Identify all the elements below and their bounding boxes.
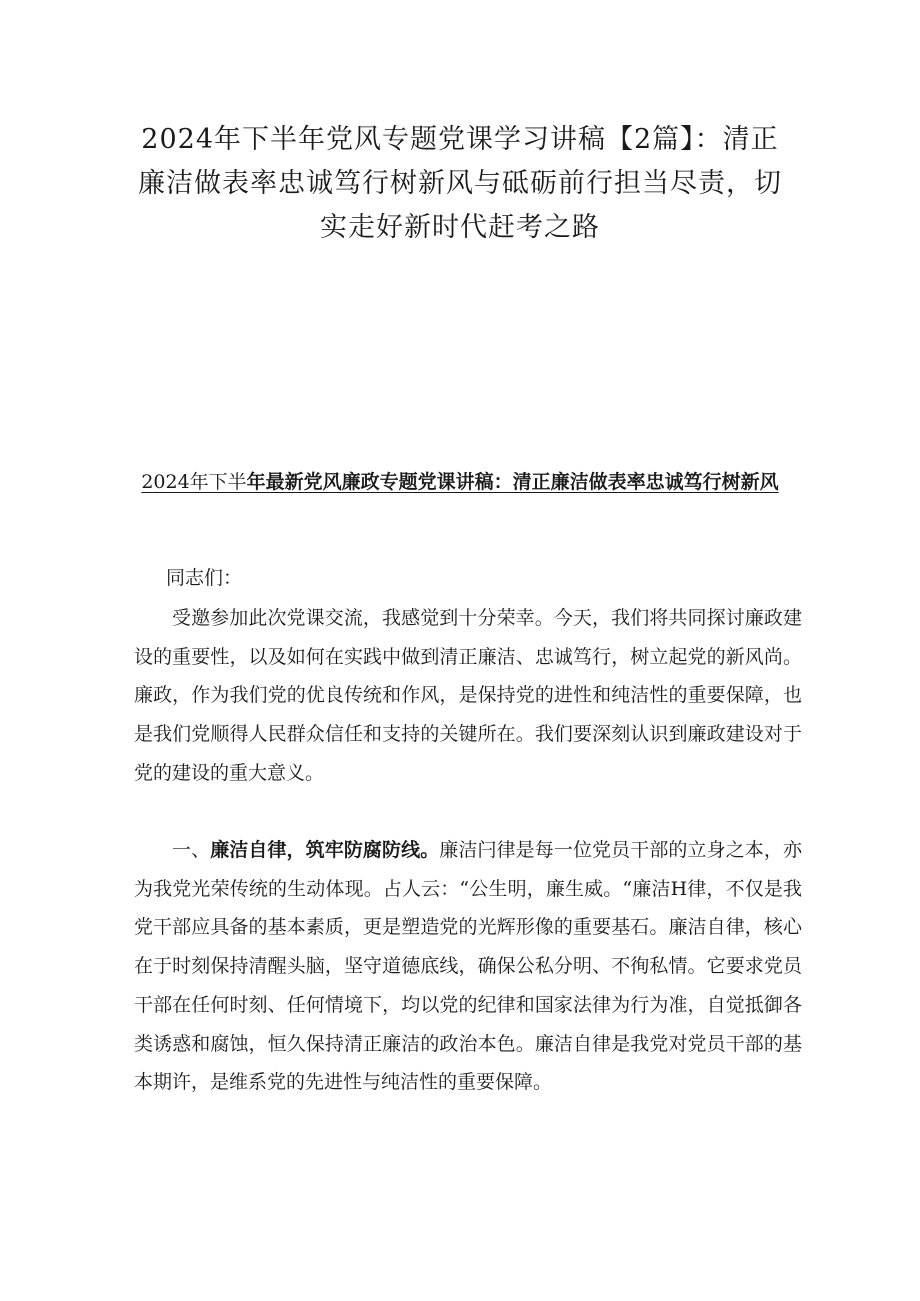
point-number: 一、 [172, 839, 211, 861]
document-title: 2024年下半年党风专题党课学习讲稿【2篇】：清正廉洁做表率忠诚笃行树新风与砥砺前行担当尽责，切实走好新时代赶考之路 [138, 124, 782, 243]
point-heading: 廉洁自律，筑牢防腐防线。 [210, 839, 440, 861]
paragraph-intro: 受邀参加此次党课交流，我感觉到十分荣幸。今天，我们将共同探讨廉政建设的重要性，以及如何在实践中做到清正廉洁、忠诚笃行，树立起党的新风尚。廉政，作为我们党的优良传统和作风，是保持党的进性和纯洁性的重要保障，也是我们党顺得人民群众信任和支持的关键所在。我们要深刻认识到廉政建设对于党的建设的重大意义。 [134, 607, 802, 784]
greeting: 同志们： [166, 567, 243, 589]
point-text: 廉洁闩律是每一位党员干部的立身之本，亦为我党光荣传统的生动体现。占人云：“公生明，廉生威。“廉洁H律，不仅是我党干部应具备的基本素质，更是塑造党的光辉形像的重要基石。廉洁自律，核心在于时刻保持清醒头脑，坚守道德底线，确保公私分明、不徇私情。它要求党员干部在任何时刻、任何情境下，均以党的纪律和国家法律为行为准，自觉抵御各类诱惑和腐蚀，恒久保持清正廉洁的政治本色。廉洁自律是我党对党员干部的基本期许，是维系党的先进性与纯洁性的重要保障。 [134, 839, 802, 1094]
section-title-rest: 年最新党风廉政专题党课讲稿：清正廉洁做表率忠诚笃行树新风 [246, 471, 779, 493]
section-title [120, 458, 800, 506]
section-title-lead: 2024年下半 [141, 471, 247, 493]
paragraph-point-one [134, 831, 802, 1102]
